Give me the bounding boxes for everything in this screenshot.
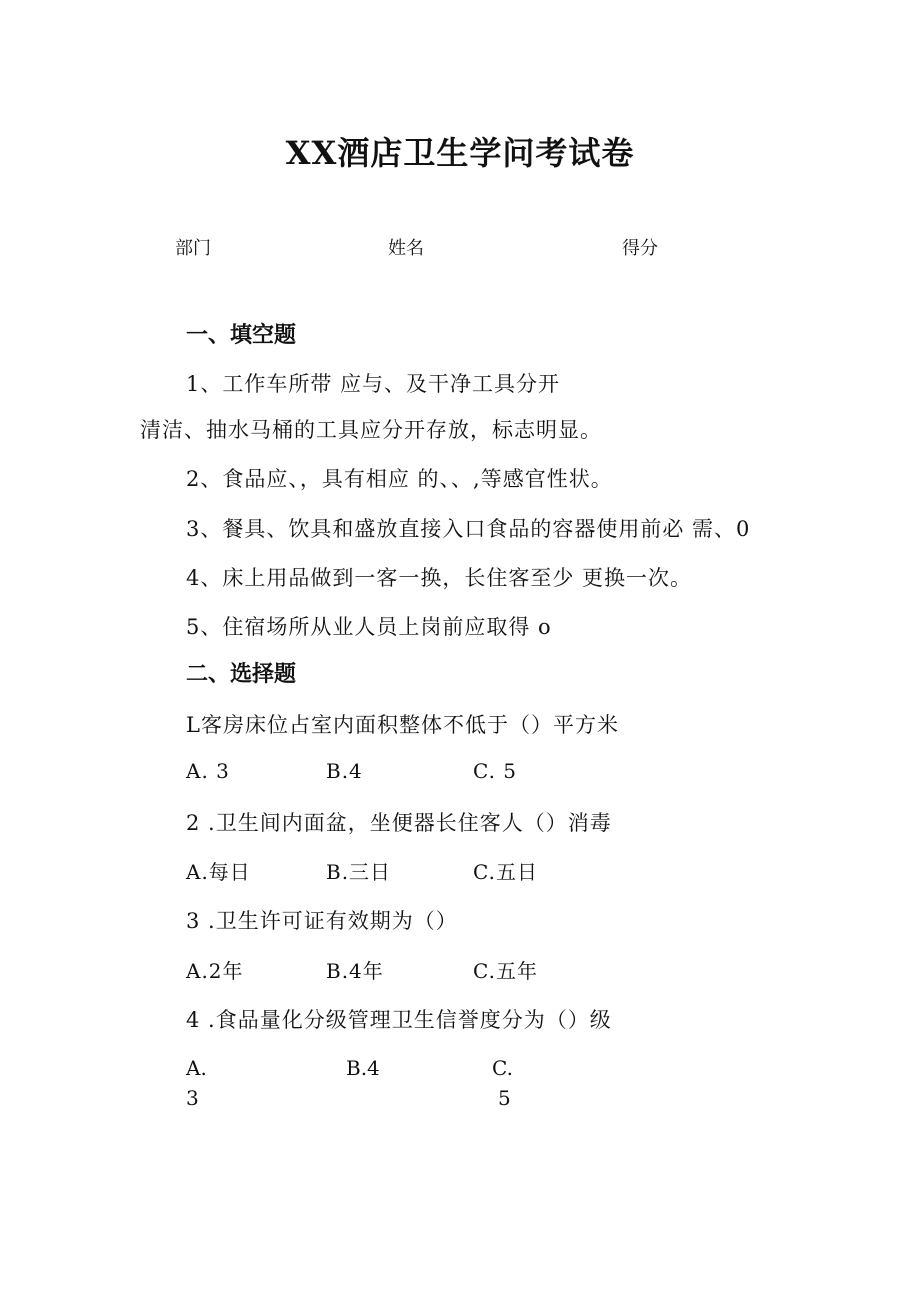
choice-option-b: B.4年 (326, 959, 384, 983)
choice-option-b: B.4 (326, 759, 363, 783)
choice-option-c: C.五日 (473, 860, 538, 884)
choice-option-b: B.4 (346, 1056, 380, 1080)
choice-option-c: C. 5 (473, 759, 518, 783)
choice-option-b: B.三日 (326, 860, 392, 884)
section-heading-fill-blank: 一、填空题 (186, 323, 297, 348)
choice-option-c: C.五年 (473, 959, 538, 983)
fill-blank-line: 1、工作车所带 应与、及干净工具分开 (186, 372, 561, 396)
choice-option-c: C. (492, 1056, 513, 1080)
choice-question: 3 .卫生许可证有效期为（） (186, 909, 458, 933)
fill-blank-line: 4、床上用品做到一客一换，长住客至少 更换一次。 (186, 566, 693, 590)
fill-blank-line: 清洁、抽水马桶的工具应分开存放，标志明显。 (140, 418, 602, 442)
page-title: XX酒店卫生学问考试卷 (285, 134, 635, 172)
name-label: 姓名 (388, 238, 424, 259)
choice-question: 4 .食品量化分级管理卫生信誉度分为（）级 (186, 1008, 612, 1032)
choice-question: L客房床位占室内面积整体不低于（）平方米 (186, 713, 619, 737)
choice-option-a: A.2年 (186, 959, 244, 983)
score-label: 得分 (622, 238, 658, 259)
fill-blank-line: 5、住宿场所从业人员上岗前应取得 o (186, 615, 552, 639)
fill-blank-line: 2、食品应、，具有相应 的、、,等感官性状。 (186, 467, 613, 491)
section-heading-choice: 二、选择题 (186, 662, 297, 687)
fill-blank-line: 3、餐具、饮具和盛放直接入口食品的容器使用前必 需、0 (186, 517, 751, 541)
department-label: 部门 (175, 238, 211, 259)
choice-option-a: A. 3 (186, 759, 230, 783)
choice-option-c-value: 5 (498, 1086, 511, 1110)
choice-option-a-value: 3 (186, 1086, 199, 1110)
choice-option-a: A. (186, 1056, 207, 1080)
choice-option-a: A.每日 (186, 860, 251, 884)
choice-question: 2 .卫生间内面盆，坐便器长住客人（）消毒 (186, 811, 612, 835)
